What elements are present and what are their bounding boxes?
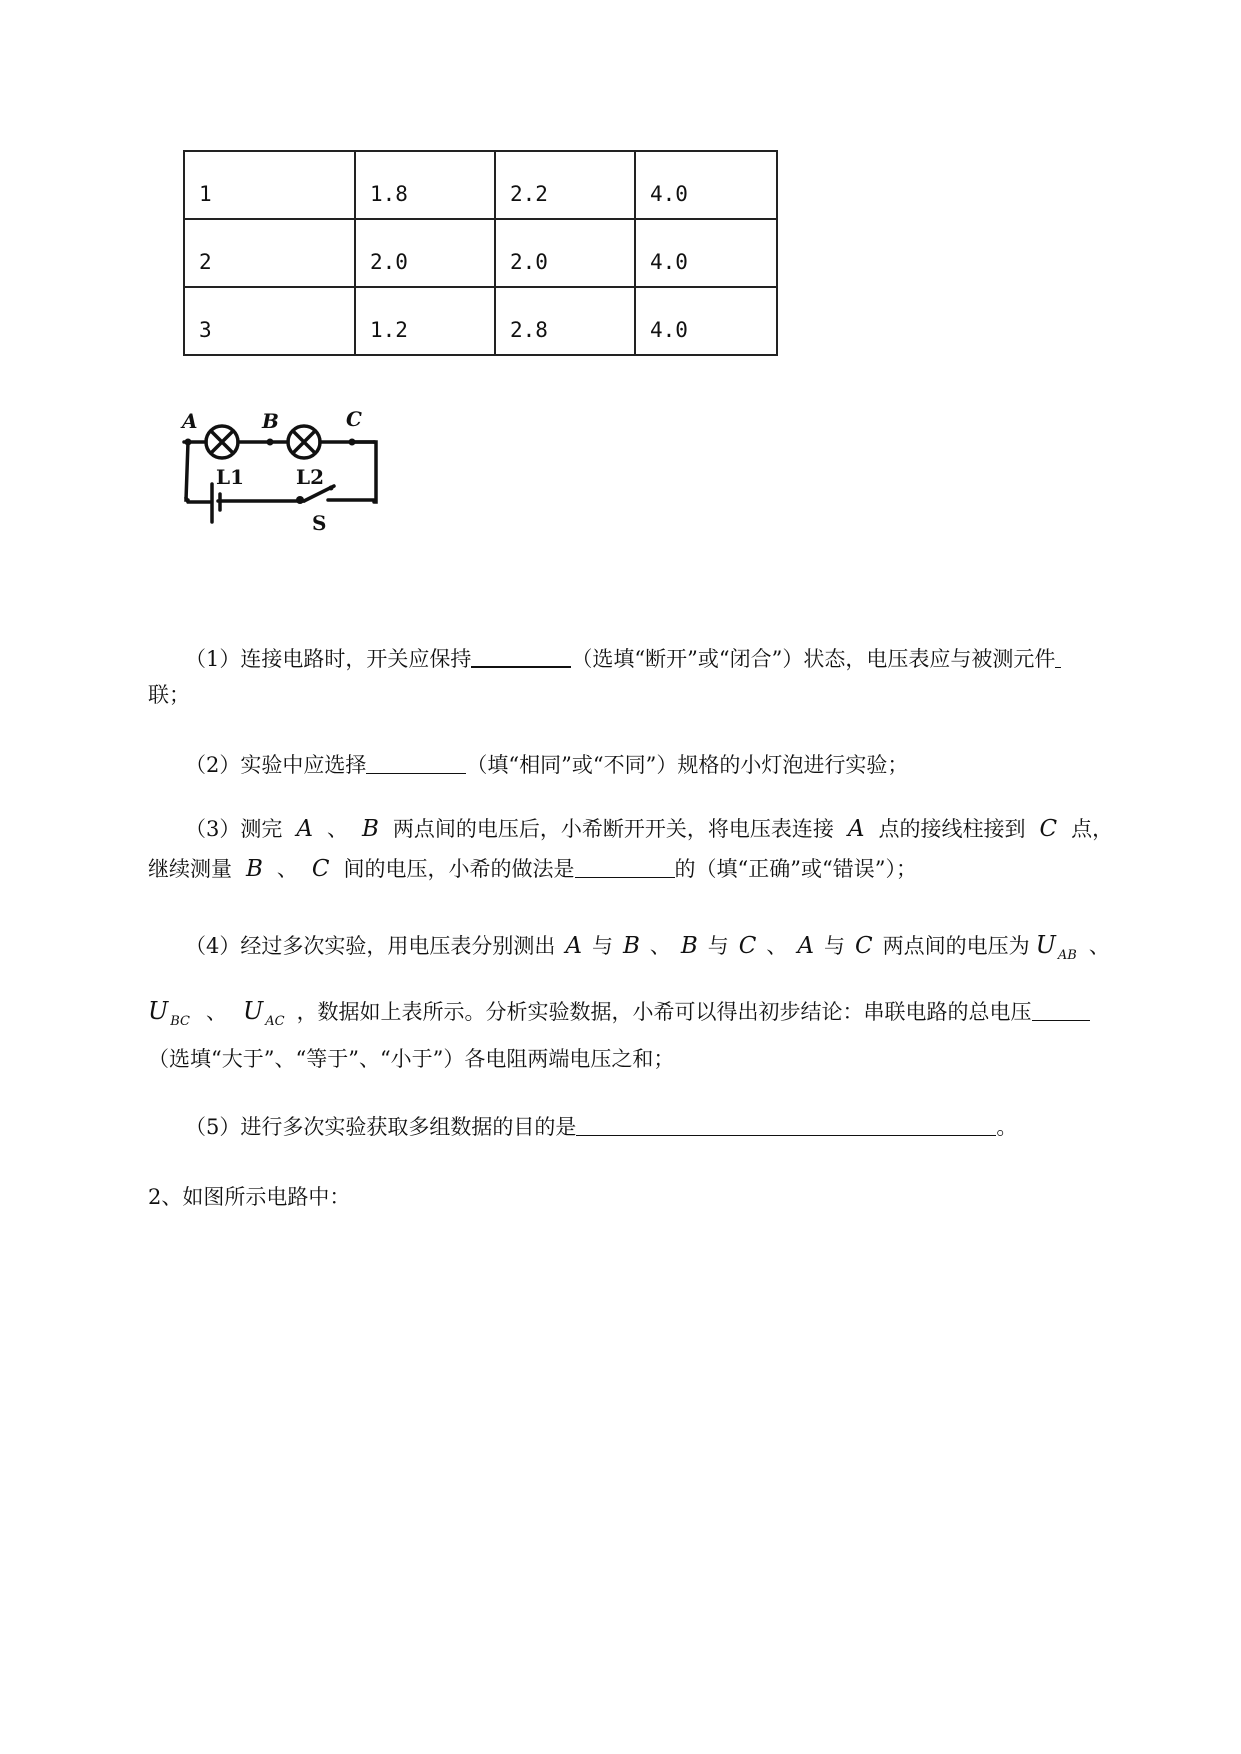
q3-line1 — [185, 814, 1113, 844]
separator: 、 — [1088, 934, 1110, 958]
subscript-ac: AC — [265, 1014, 285, 1029]
subscript-ab: AB — [1057, 948, 1077, 963]
table-cell: 2.0 — [355, 219, 495, 287]
q2-line — [185, 750, 908, 780]
table-cell: 1.8 — [355, 151, 495, 219]
table-cell: 1 — [184, 151, 355, 219]
u-ac — [242, 997, 285, 1029]
node-label-b: B — [262, 409, 279, 433]
q4-text-d: （选填“大于”、“等于”、“小于”）各电阻两端电压之和； — [148, 1047, 675, 1071]
table-cell: 2 — [184, 219, 355, 287]
q5-line — [185, 1112, 1017, 1142]
problem-2-heading — [148, 1182, 350, 1212]
q1-blank-2 — [1055, 647, 1061, 668]
var-u: U — [1035, 931, 1056, 959]
q3-line2 — [148, 854, 917, 884]
q3-blank — [575, 857, 675, 878]
var-c: C — [738, 933, 757, 959]
var-a: A — [847, 816, 865, 842]
table-cell: 4.0 — [635, 219, 777, 287]
lamp-label-l2: L2 — [296, 465, 324, 489]
q2-blank — [366, 753, 466, 774]
var-a: A — [565, 933, 582, 959]
node-label-a: A — [182, 409, 198, 433]
var-c: C — [311, 856, 330, 882]
q2-text-b: （填“相同”或“不同”）规格的小灯泡进行实验； — [466, 753, 909, 777]
q3-text-b: 两点间的电压后，小希断开开关，将电压表连接 — [392, 817, 834, 841]
q1-line2 — [148, 680, 190, 710]
q4-yu: 与 — [591, 934, 613, 958]
q1-text-b: （选填“断开”或“闭合”）状态，电压表应与被测元件 — [571, 647, 1056, 671]
var-a: A — [296, 816, 313, 842]
q1-blank-1 — [471, 646, 571, 668]
u-bc — [148, 997, 190, 1029]
separator: 、 — [205, 1000, 227, 1024]
var-b: B — [622, 933, 640, 959]
problem-2-text: 2、如图所示电路中： — [148, 1185, 351, 1209]
q3-text-e: 继续测量 — [148, 857, 232, 881]
table-cell: 1.2 — [355, 287, 495, 355]
var-a: A — [797, 933, 815, 959]
q3-text-f: 间的电压，小希的做法是 — [343, 857, 575, 881]
switch-label-s: S — [312, 511, 327, 535]
q1-text-c: 联； — [148, 683, 190, 707]
table-body — [184, 151, 777, 355]
q3-text-c: 点的接线柱接到 — [878, 817, 1026, 841]
separator: 、 — [649, 934, 671, 958]
table-cell: 2.8 — [495, 287, 635, 355]
lamp-label-l1: L1 — [216, 465, 244, 489]
series-circuit-diagram — [176, 400, 436, 600]
table-cell: 4.0 — [635, 151, 777, 219]
q3-text-g: 的（填“正确”或“错误”）； — [674, 857, 917, 881]
q2-text-a: （2）实验中应选择 — [185, 753, 367, 777]
table-cell: 2.2 — [495, 151, 635, 219]
subscript-bc: BC — [170, 1014, 190, 1029]
q5-blank — [576, 1115, 996, 1136]
q1-line1 — [185, 644, 1061, 674]
var-b: B — [680, 933, 698, 959]
table-cell: 4.0 — [635, 287, 777, 355]
q4-yu: 与 — [824, 934, 846, 958]
q4-text-c: ，数据如上表所示。分析实验数据，小希可以得出初步结论：串联电路的总电压 — [296, 1000, 1032, 1024]
q5-text-a: （5）进行多次实验获取多组数据的目的是 — [185, 1115, 577, 1139]
q4-blank — [1032, 1000, 1090, 1021]
table-cell: 2.0 — [495, 219, 635, 287]
q4-line1 — [185, 930, 1110, 971]
q3-text-d: 点， — [1071, 817, 1114, 841]
q4-yu: 与 — [707, 934, 729, 958]
separator: 、 — [766, 934, 788, 958]
var-b: B — [246, 856, 263, 882]
q5-text-b: 。 — [996, 1115, 1018, 1139]
q4-line2 — [148, 996, 1090, 1037]
table-row — [184, 151, 777, 219]
var-c: C — [1039, 816, 1058, 842]
table-cell: 3 — [184, 287, 355, 355]
separator: 、 — [276, 857, 298, 881]
node-label-c: C — [346, 407, 362, 431]
var-c: C — [855, 933, 873, 959]
var-u: U — [242, 997, 264, 1025]
u-ab — [1035, 931, 1077, 963]
q4-text-a: （4）经过多次实验，用电压表分别测出 — [185, 934, 556, 958]
voltage-data-table — [183, 150, 778, 356]
q4-text-b: 两点间的电压为 — [882, 934, 1030, 958]
q3-text-a: （3）测完 — [185, 817, 283, 841]
separator: 、 — [327, 817, 348, 841]
table-row — [184, 219, 777, 287]
var-u: U — [148, 997, 169, 1025]
q4-line3 — [148, 1044, 674, 1074]
table-row — [184, 287, 777, 355]
var-b: B — [362, 816, 379, 842]
q1-text-a: （1）连接电路时，开关应保持 — [185, 647, 472, 671]
